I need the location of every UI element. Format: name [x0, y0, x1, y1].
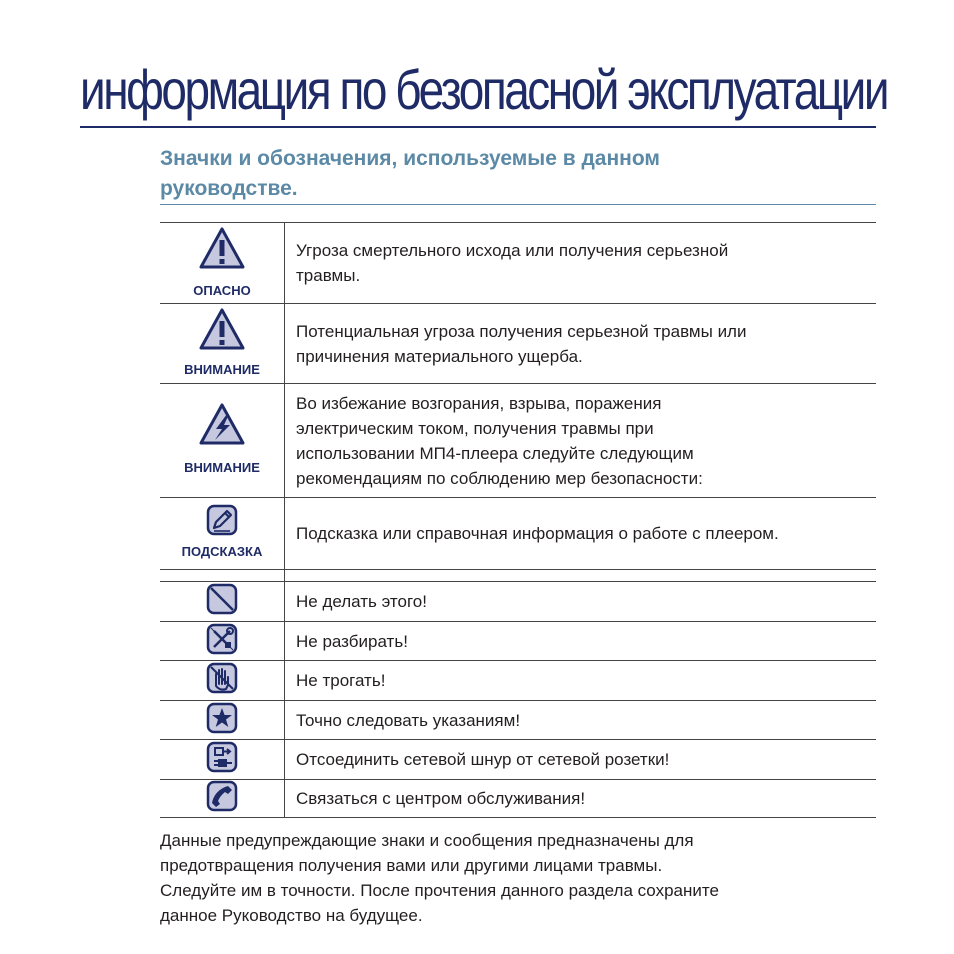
exclamation-triangle-icon: [198, 226, 246, 275]
icon-cell: [160, 740, 285, 780]
table-row: [160, 661, 876, 701]
icon-cell: [160, 384, 285, 498]
icon-cell: [160, 304, 285, 384]
unplug-icon: [206, 741, 238, 778]
description-cell: Не разбирать!: [285, 622, 877, 661]
do-not-disassemble-icon: [206, 623, 238, 660]
table-row: [160, 498, 876, 570]
description-cell: [285, 498, 877, 570]
description-line: электрическим током, получения травмы при: [296, 418, 654, 438]
description-cell: Не делать этого!: [285, 582, 877, 622]
table-row: [160, 780, 876, 818]
table-row: [160, 304, 876, 384]
section-rule: [160, 204, 876, 205]
description-cell: Связаться с центром обслуживания!: [285, 780, 877, 818]
icon-cell: [160, 582, 285, 622]
icon-cell: [160, 701, 285, 740]
footer-paragraph: [160, 828, 860, 928]
description-cell: Точно следовать указаниям!: [285, 701, 877, 740]
title-rule: [80, 126, 876, 128]
table-row: [160, 384, 876, 498]
electric-shock-triangle-icon: [198, 402, 246, 451]
icon-cell: [160, 661, 285, 701]
icon-cell: [160, 223, 285, 304]
description-line: Во избежание возгорания, взрыва, поражения: [296, 393, 662, 413]
table-row: [160, 701, 876, 740]
description-line: Потенциальная угроза получения серьезной травмы или: [296, 321, 747, 341]
footer-line: предотвращения получения вами или другими лицами травмы.: [160, 856, 663, 875]
icon-cell: [160, 780, 285, 818]
icon-cell: [160, 622, 285, 661]
do-not-touch-icon: [206, 662, 238, 699]
warning-label: ОПАСНО: [193, 283, 251, 298]
warning-label: ПОДСКАЗКА: [181, 544, 263, 559]
symbols-table: [160, 569, 876, 818]
description-cell: Не трогать!: [285, 661, 877, 701]
description-line: Подсказка или справочная информация о работе с плеером.: [296, 524, 779, 543]
description-line: причинения материального ущерба.: [296, 346, 583, 366]
table-row: [160, 223, 876, 304]
description-cell: [285, 223, 877, 304]
note-pencil-icon: [205, 503, 239, 542]
description-line: рекомендациям по соблюдению мер безопасности:: [296, 468, 703, 488]
warning-signs-table: [160, 222, 876, 570]
description-line: Угроза смертельного исхода или получения серьезной: [296, 241, 729, 260]
icon-cell: [160, 570, 285, 582]
phone-service-icon: [206, 780, 238, 817]
table-row: [160, 570, 876, 582]
table-row: [160, 622, 876, 661]
spacer-cell: [285, 570, 877, 582]
page-title: информация по безопасной эксплуатации: [80, 58, 888, 121]
description-cell: Отсоединить сетевой шнур от сетевой розетки!: [285, 740, 877, 780]
table-row: [160, 582, 876, 622]
exclamation-triangle-icon: [198, 307, 246, 356]
prohibited-icon: [206, 583, 238, 620]
description-line: травмы.: [296, 266, 361, 285]
description-cell: [285, 304, 877, 384]
warning-label: ВНИМАНИЕ: [184, 362, 260, 377]
section-heading-line: руководстве.: [160, 177, 298, 200]
icon-cell: [160, 498, 285, 570]
warning-label: ВНИМАНИЕ: [184, 460, 260, 475]
table-row: [160, 740, 876, 780]
description-line: использовании МП4-плеера следуйте следующим: [296, 443, 694, 463]
star-icon: [206, 702, 238, 739]
description-cell: [285, 384, 877, 498]
section-heading-line: Значки и обозначения, используемые в данном: [160, 147, 660, 170]
section-heading: [160, 144, 840, 204]
footer-line: Данные предупреждающие знаки и сообщения предназначены для: [160, 831, 694, 850]
footer-line: данное Руководство на будущее.: [160, 906, 423, 925]
footer-line: Следуйте им в точности. После прочтения данного раздела сохраните: [160, 881, 719, 900]
